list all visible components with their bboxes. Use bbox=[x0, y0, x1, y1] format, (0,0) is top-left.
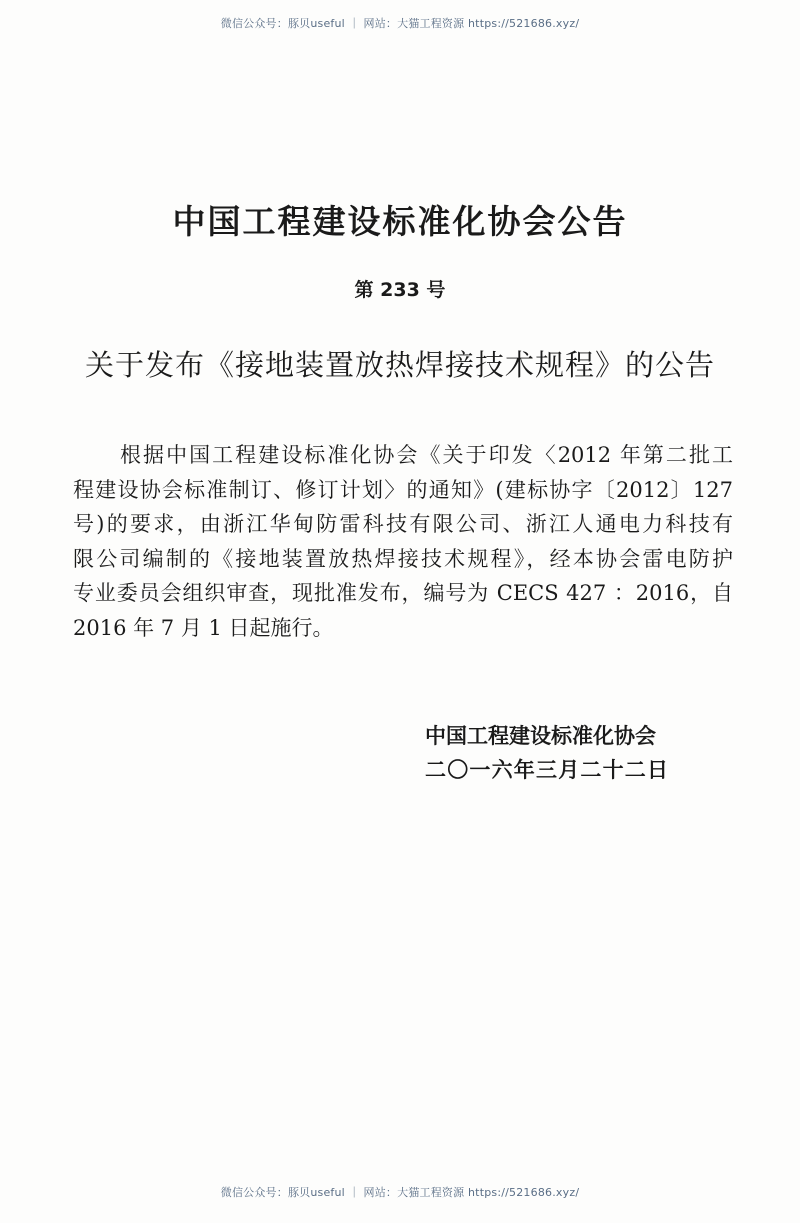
announcement-body bbox=[73, 438, 733, 645]
body-line: 号)的要求，由浙江华甸防雷科技有限公司、浙江人通电力科技有 bbox=[73, 512, 733, 536]
issuing-organization: 中国工程建设标准化协会 bbox=[425, 724, 656, 748]
announcement-subject: 关于发布《接地装置放热焊接技术规程》的公告 bbox=[84, 348, 715, 382]
announcement-title: 中国工程建设标准化协会公告 bbox=[172, 202, 628, 241]
announcement-number: 第 233 号 bbox=[354, 279, 446, 301]
body-line: 2016 年 7 月 1 日起施行。 bbox=[73, 615, 334, 640]
watermark-bottom: 微信公众号：豚贝useful ｜ 网站：大猫工程资源 https://521686.xyz/ bbox=[220, 1186, 580, 1199]
body-line: 专业委员会组织审查，现批准发布，编号为 CECS 427 ：2016，自 bbox=[73, 581, 733, 605]
body-line: 程建设协会标准制订、修订计划〉的通知》(建标协字〔2012〕127 bbox=[73, 477, 733, 502]
issue-date: 二〇一六年三月二十二日 bbox=[425, 758, 670, 782]
watermark-top: 微信公众号：豚贝useful ｜ 网站：大猫工程资源 https://521686.xyz/ bbox=[220, 17, 580, 30]
body-line: 限公司编制的《接地装置放热焊接技术规程》，经本协会雷电防护 bbox=[73, 546, 733, 571]
body-line: 根据中国工程建设标准化协会《关于印发〈2012 年第二批工 bbox=[120, 443, 733, 467]
signature-block bbox=[425, 719, 685, 787]
